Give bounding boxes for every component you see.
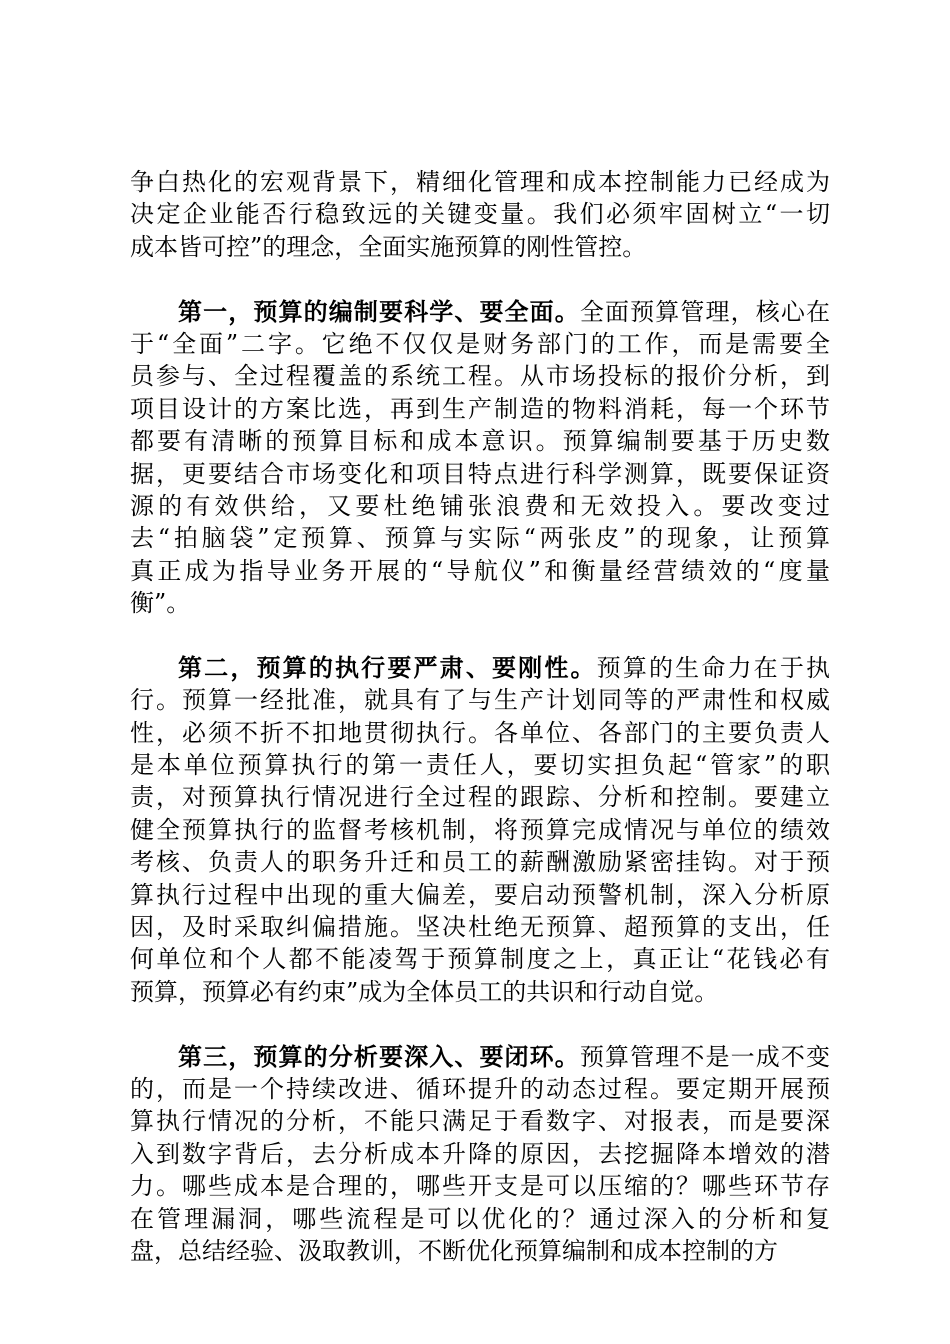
text-line	[130, 425, 830, 457]
text-line	[130, 1105, 830, 1137]
line-text: 何单位和个人都不能凌驾于预算制度之上，真正让“花钱必有	[130, 945, 830, 974]
text-line	[130, 296, 830, 328]
paragraph-gap	[130, 619, 830, 651]
line-text: 在管理漏洞，哪些流程是可以优化的？通过深入的分析和复	[130, 1204, 830, 1233]
line-text: 预算的生命力在于执	[596, 653, 831, 682]
line-text: 决定企业能否行稳致远的关键变量。我们必须牢固树立“一切	[130, 200, 830, 229]
line-text: 行。预算一经批准，就具有了与生产计划同等的严肃性和权威	[130, 686, 830, 715]
text-line	[130, 522, 830, 554]
line-text: 真正成为指导业务开展的“导航仪”和衡量经营绩效的“度量	[130, 556, 830, 585]
line-text: 的，而是一个持续改进、循环提升的动态过程。要定期开展预	[130, 1074, 830, 1103]
text-line	[130, 846, 830, 878]
line-text: 算执行过程中出现的重大偏差，要启动预警机制，深入分析原	[130, 880, 830, 909]
section-heading: 第二，预算的执行要严肃、要刚性。	[178, 652, 597, 682]
text-line	[130, 555, 830, 587]
text-line	[130, 1170, 830, 1202]
text-line	[130, 684, 830, 716]
line-text: 源的有效供给，又要杜绝铺张浪费和无效投入。要改变过	[130, 491, 830, 520]
paragraph-gap	[130, 1008, 830, 1040]
line-text: 项目设计的方案比选，再到生产制造的物料消耗，每一个环节	[130, 394, 830, 423]
section-heading: 第三，预算的分析要深入、要闭环。	[178, 1041, 580, 1071]
text-line	[130, 360, 830, 392]
text-line	[130, 652, 830, 684]
line-text: 全面预算管理，核心在	[579, 297, 831, 326]
text-line	[130, 1203, 830, 1235]
text-line	[130, 393, 830, 425]
line-text: 都要有清晰的预算目标和成本意识。预算编制要基于历史数	[130, 427, 830, 456]
document-body	[130, 166, 830, 1267]
line-text: 是本单位预算执行的第一责任人，要切实担负起“管家”的职	[130, 751, 830, 780]
line-text: 去“拍脑袋”定预算、预算与实际“两张皮”的现象，让预算	[130, 524, 830, 553]
line-text: 力。哪些成本是合理的，哪些开支是可以压缩的？哪些环节存	[130, 1172, 830, 1201]
text-line	[130, 1073, 830, 1105]
line-text: 争白热化的宏观背景下，精细化管理和成本控制能力已经成为	[130, 168, 830, 196]
text-line	[130, 749, 830, 781]
paragraph-4	[130, 1041, 830, 1268]
text-line	[130, 1235, 830, 1267]
text-line	[130, 717, 830, 749]
text-line	[130, 911, 830, 943]
text-line	[130, 458, 830, 490]
line-text: 预算，预算必有约束”成为全体员工的共识和行动自觉。	[130, 977, 719, 1006]
line-text: 于“全面”二字。它绝不仅仅是财务部门的工作，而是需要全	[130, 329, 830, 358]
line-text: 盘，总结经验、汲取教训，不断优化预算编制和成本控制的方	[130, 1236, 778, 1265]
paragraph-2	[130, 296, 830, 620]
text-line	[130, 587, 830, 619]
line-text: 成本皆可控”的理念，全面实施预算的刚性管控。	[130, 232, 647, 261]
line-text: 责，对预算执行情况进行全过程的跟踪、分析和控制。要建立	[130, 783, 830, 812]
paragraph-gap	[130, 263, 830, 295]
text-line	[130, 1138, 830, 1170]
text-line	[130, 814, 830, 846]
paragraph-1	[130, 166, 830, 263]
text-line	[130, 943, 830, 975]
section-heading: 第一，预算的编制要科学、要全面。	[178, 296, 580, 326]
text-line	[130, 198, 830, 230]
line-text: 员参与、全过程覆盖的系统工程。从市场投标的报价分析，到	[130, 362, 830, 391]
text-line	[130, 1041, 830, 1073]
line-text: 考核、负责人的职务升迁和员工的薪酬激励紧密挂钩。对于预	[130, 848, 830, 877]
line-text: 据，更要结合市场变化和项目特点进行科学测算，既要保证资	[130, 459, 830, 488]
text-line	[130, 490, 830, 522]
line-text: 因，及时采取纠偏措施。坚决杜绝无预算、超预算的支出，任	[130, 912, 830, 941]
line-text: 预算管理不是一成不变	[579, 1042, 831, 1071]
text-line	[130, 328, 830, 360]
paragraph-3	[130, 652, 830, 1008]
text-line	[130, 879, 830, 911]
text-line	[130, 781, 830, 813]
text-line	[130, 166, 830, 198]
text-line	[130, 976, 830, 1008]
line-text: 性，必须不折不扣地贯彻执行。各单位、各部门的主要负责人	[130, 718, 830, 747]
text-line	[130, 231, 830, 263]
line-text: 入到数字背后，去分析成本升降的原因，去挖掘降本增效的潜	[130, 1139, 830, 1168]
line-text: 算执行情况的分析，不能只满足于看数字、对报表，而是要深	[130, 1107, 830, 1136]
line-text: 衡”。	[130, 589, 191, 618]
line-text: 健全预算执行的监督考核机制，将预算完成情况与单位的绩效	[130, 815, 830, 844]
